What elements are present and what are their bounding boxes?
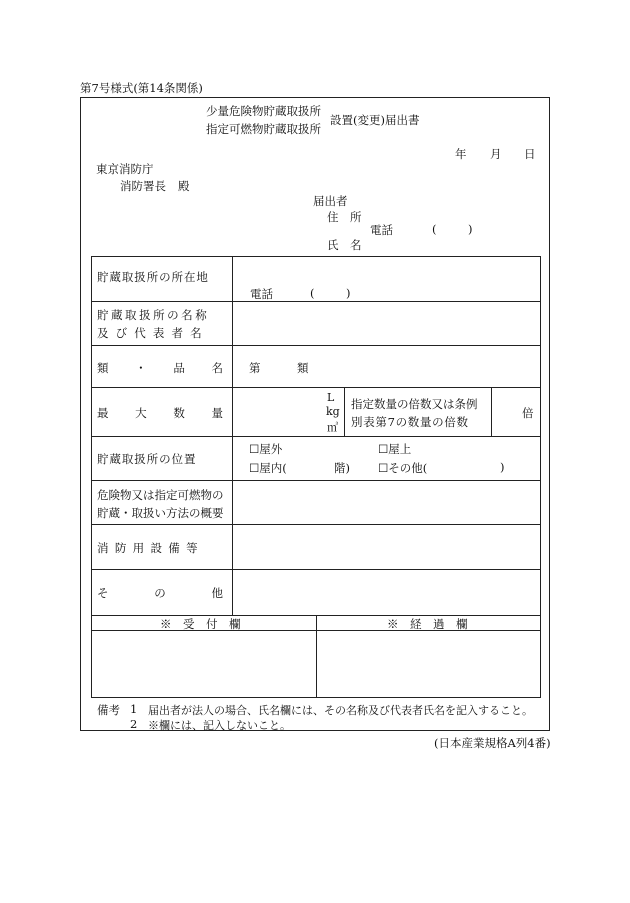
row-divider xyxy=(91,345,541,346)
max-label-d: 量 xyxy=(211,406,223,420)
row-divider xyxy=(91,436,541,437)
other-label-a: そ xyxy=(97,586,109,600)
type-rui: 類 xyxy=(297,361,309,375)
name-label-1-text: 貯蔵取扱所の名称 xyxy=(97,308,210,322)
addressee-dono: 殿 xyxy=(178,179,190,193)
type-label-b: 品 xyxy=(173,361,185,375)
position-other-checkbox[interactable]: ☐その他( xyxy=(378,461,428,475)
date-year: 年 xyxy=(455,147,467,161)
remarks-number-2: 2 xyxy=(130,717,138,731)
multiple-label-2: 別表第7の数量の倍数 xyxy=(351,415,469,429)
row-divider xyxy=(91,569,541,570)
position-floor: 階) xyxy=(334,461,350,475)
position-outdoor-checkbox[interactable]: ☐屋外 xyxy=(249,442,283,456)
reception-header: ※ 受 付 欄 xyxy=(160,617,241,631)
max-label-b: 大 xyxy=(135,406,147,420)
location-label: 貯蔵取扱所の所在地 xyxy=(97,270,209,284)
row-divider xyxy=(91,387,541,388)
location-phone-paren-open: ( xyxy=(310,286,315,300)
progress-header: ※ 経 過 欄 xyxy=(387,617,468,631)
applicant-name: 氏 名 xyxy=(327,238,362,252)
position-other-close: ) xyxy=(500,460,505,474)
row-divider xyxy=(91,524,541,525)
date-month: 月 xyxy=(490,147,502,161)
title-suffix: 設置(変更)届出書 xyxy=(330,113,420,127)
applicant-phone-paren-open: ( xyxy=(432,222,437,236)
location-phone-paren-close: ) xyxy=(346,286,351,300)
other-label-b: の xyxy=(154,586,166,600)
type-dai: 第 xyxy=(249,361,261,375)
remarks-label: 備考 xyxy=(97,703,120,717)
remarks-number-1: 1 xyxy=(130,702,138,716)
other-label-c: 他 xyxy=(211,586,223,600)
max-multiple-divider xyxy=(491,387,492,436)
remarks-text-2: ※欄には、記入しないこと。 xyxy=(148,719,291,732)
type-label-a: 類 xyxy=(97,361,109,375)
row-divider xyxy=(91,301,541,302)
name-label-1 xyxy=(97,307,223,323)
position-label: 貯蔵取扱所の位置 xyxy=(97,452,197,466)
remarks-text-1: 届出者が法人の場合、氏名欄には、その名称及び代表者氏名を記入すること。 xyxy=(148,704,533,717)
unit-kg: kg xyxy=(326,405,340,418)
fire-equipment-label: 消防用設備等 xyxy=(97,541,204,555)
method-label-1: 危険物又は指定可燃物の xyxy=(97,488,224,502)
multiple-label-1: 指定数量の倍数又は条例 xyxy=(351,397,478,411)
paper-size-note: (日本産業規格A列4番) xyxy=(434,736,551,750)
other-label xyxy=(97,585,223,601)
applicant-label: 届出者 xyxy=(313,194,348,208)
form-number: 第7号様式(第14条関係) xyxy=(80,81,203,95)
type-label-dot: ・ xyxy=(135,361,147,375)
max-label-c: 数 xyxy=(173,406,185,420)
name-label-2 xyxy=(97,325,223,341)
type-label-c: 名 xyxy=(211,361,223,375)
multiple-bai: 倍 xyxy=(522,406,534,420)
position-indoor-checkbox[interactable]: ☐屋内( xyxy=(249,461,287,475)
date-day: 日 xyxy=(524,147,536,161)
title-line-1: 少量危険物貯蔵取扱所 xyxy=(206,104,321,118)
max-label-a: 最 xyxy=(97,406,109,420)
row-divider xyxy=(91,480,541,481)
applicant-phone-paren-close: ) xyxy=(468,222,473,236)
unit-liter: L xyxy=(327,391,335,404)
name-label-2-text: 及び代表者名 xyxy=(97,326,209,340)
addressee-org: 東京消防庁 xyxy=(96,162,154,176)
unit-m3: ㎥ xyxy=(327,421,338,434)
position-roof-checkbox[interactable]: ☐屋上 xyxy=(378,442,412,456)
max-label xyxy=(97,405,223,421)
applicant-phone: 電話 xyxy=(370,223,393,237)
location-phone: 電話 xyxy=(250,287,273,301)
max-unit-divider xyxy=(344,387,345,436)
reception-divider xyxy=(316,615,317,698)
applicant-address: 住 所 xyxy=(327,210,362,224)
addressee-chief: 消防署長 xyxy=(120,179,166,193)
type-label xyxy=(97,360,223,376)
title-line-2: 指定可燃物貯蔵取扱所 xyxy=(206,122,321,136)
method-label-2: 貯蔵・取扱い方法の概要 xyxy=(97,506,224,520)
